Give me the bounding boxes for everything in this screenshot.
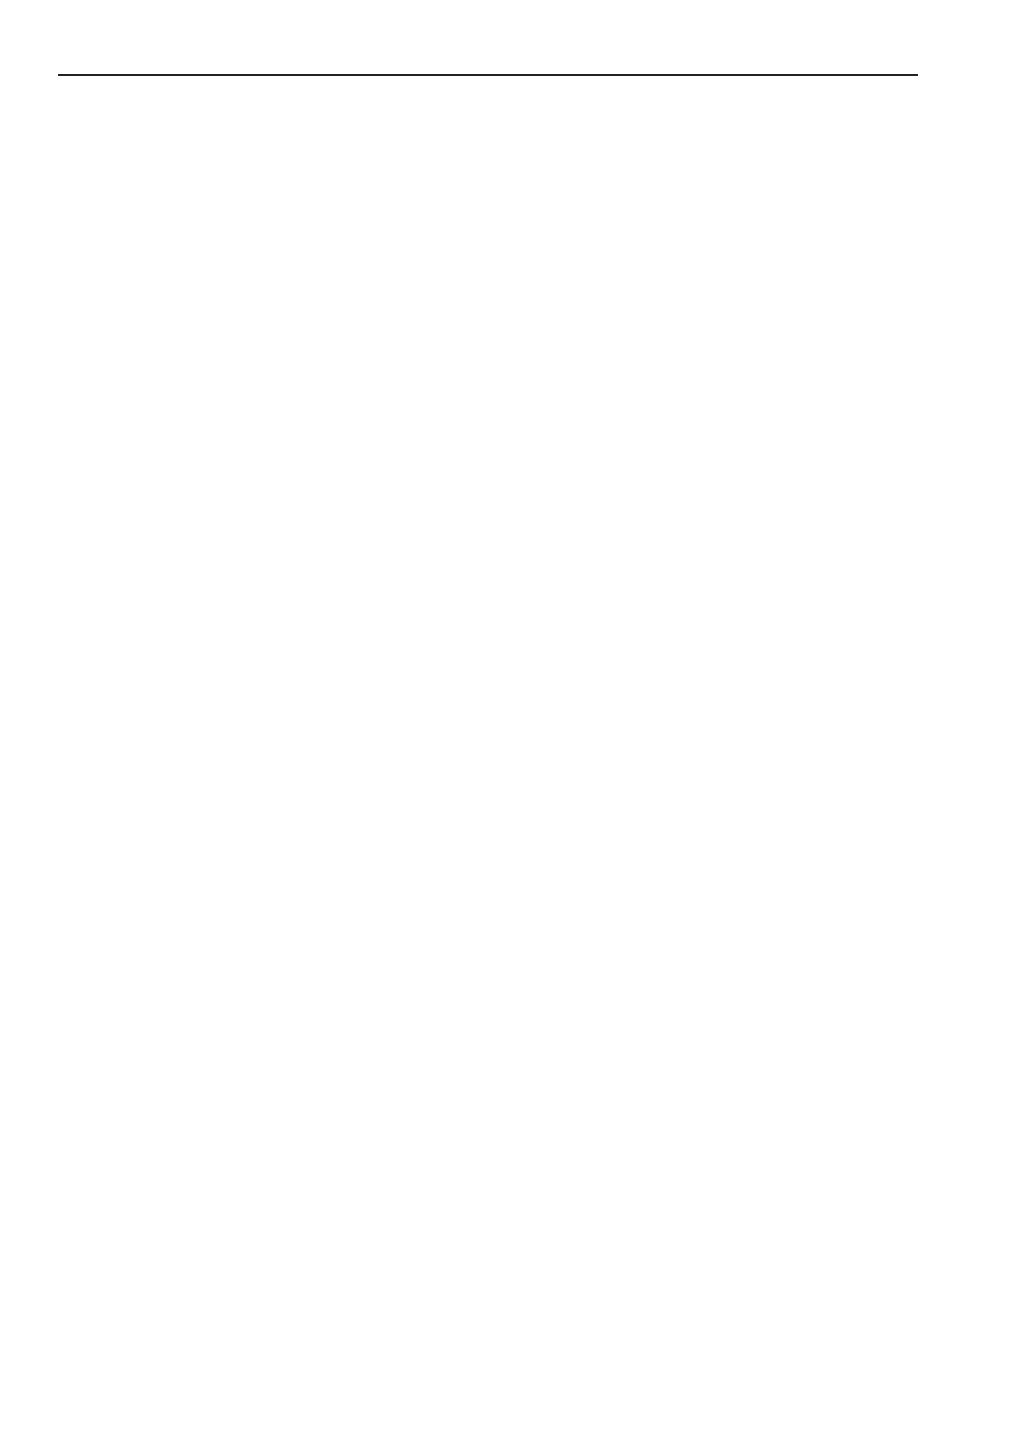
page-header [58, 40, 918, 76]
